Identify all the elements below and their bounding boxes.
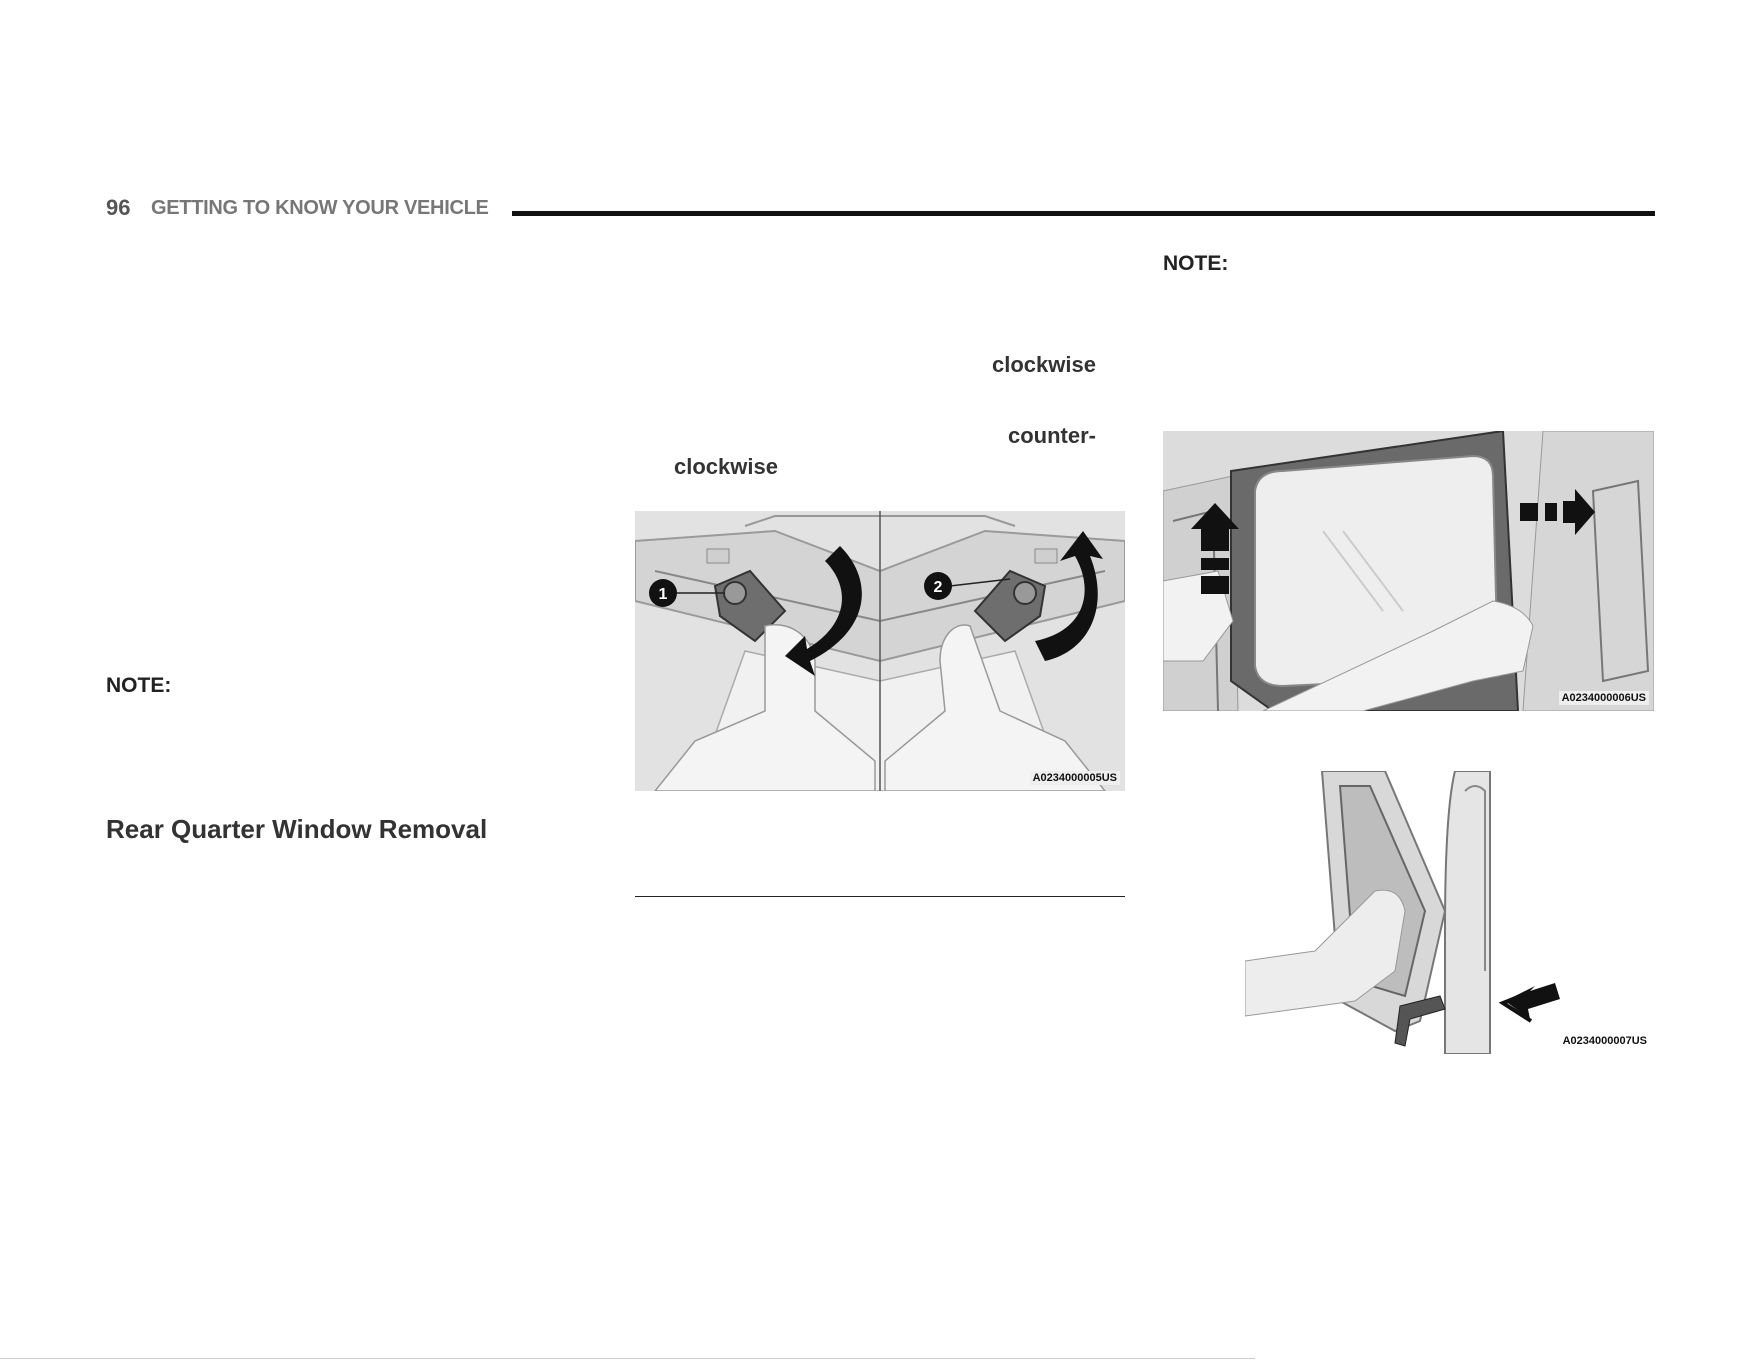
latch-illustration	[635, 511, 1125, 791]
section-title: GETTING TO KNOW YOUR VEHICLE	[151, 197, 489, 219]
callout-2: 2	[933, 579, 943, 596]
note-label-right: NOTE:	[1163, 252, 1229, 275]
latch-figure	[635, 511, 1125, 791]
figure-id-latch: A0234000005US	[1030, 771, 1120, 785]
callout-1: 1	[658, 586, 668, 603]
footer-rule	[0, 1358, 1255, 1359]
page-number: 96	[106, 195, 131, 220]
figure-id-window-lift: A0234000006US	[1559, 691, 1649, 705]
figure-id-window-tab: A0234000007US	[1560, 1034, 1650, 1048]
window-tab-illustration	[1245, 771, 1655, 1054]
header-rule	[512, 211, 1655, 216]
counter-text: counter-	[1008, 423, 1096, 448]
clockwise-text-2: clockwise	[674, 454, 778, 479]
window-tab-figure	[1245, 771, 1655, 1054]
clockwise-text: clockwise	[992, 352, 1096, 377]
section-heading: Rear Quarter Window Removal	[106, 814, 488, 844]
window-lift-illustration	[1163, 431, 1654, 711]
window-lift-figure	[1163, 431, 1654, 711]
note-label-left: NOTE:	[106, 674, 172, 697]
section-rule	[635, 896, 1125, 897]
